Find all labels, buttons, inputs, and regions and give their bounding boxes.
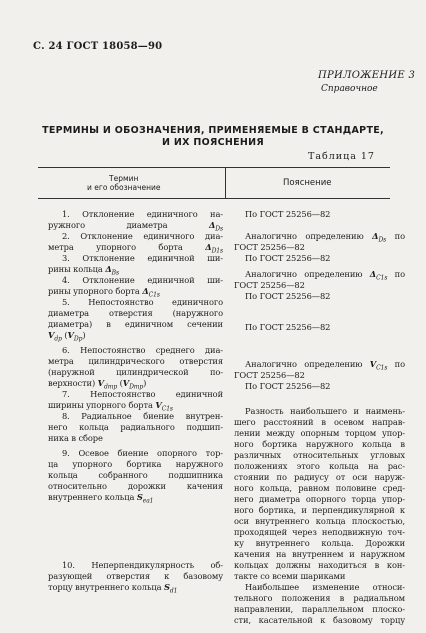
explanation-line: ного бортика, и перпендикулярной к — [234, 505, 405, 515]
explanation-line: шего расстояний в осевом направ- — [234, 417, 405, 427]
term-line: 5. Непостоянство единичного — [62, 297, 223, 307]
term-line: рины кольца $\Delta_{Bs}$ — [48, 264, 119, 277]
term-line: 8. Радиальное биение внутрен- — [62, 411, 223, 421]
term-line: метра цилиндрического отверстия — [48, 356, 223, 366]
explanation-line: По ГОСТ 25256—82 — [245, 322, 331, 332]
term-line: верхности) $V_{dmp}$ $(V_{Dmp})$ — [48, 378, 147, 391]
explanation-line: тельного положения в радиальном — [234, 593, 405, 603]
term-line: внутреннего кольца $S_{ea1}$ — [48, 492, 154, 505]
term-line: 2. Отклонение единичного диа- — [62, 231, 223, 241]
explanation-line: различных относительных угловых — [234, 450, 405, 460]
table-header-rule — [38, 198, 390, 199]
explanation-line: лении между опорным торцом упор- — [234, 428, 405, 438]
term-line: 4. Отклонение единичной ши- — [62, 275, 223, 285]
term-line: 6. Непостоянство среднего диа- — [62, 345, 223, 355]
explanation-line: Аналогично определению $\Delta_{C1s}$ по — [245, 269, 405, 282]
table-top-rule — [38, 167, 390, 168]
explanation-line: ГОСТ 25256—82 — [234, 242, 305, 252]
explanation-line: проходящей через неподвижную точ- — [234, 527, 405, 537]
term-line: (наружной цилиндрической по- — [48, 367, 223, 377]
explanation-line: По ГОСТ 25256—82 — [245, 209, 331, 219]
term-line: метра упорного борта $\Delta_{D1s}$ — [48, 242, 223, 255]
term-line: кольца собранного подшипника — [48, 470, 223, 480]
term-line: 10. Неперпендикулярность об- — [62, 560, 223, 570]
explanation-line: стоянии по радиусу от оси наруж- — [234, 472, 405, 482]
explanation-line: ного кольца, равном половине сред- — [234, 483, 405, 493]
explanation-line: кольцах должны находиться в кон- — [234, 560, 405, 570]
explanation-line: ГОСТ 25256—82 — [234, 280, 305, 290]
term-line: ширины упорного борта $V_{C1s}$ — [48, 400, 173, 413]
explanation-line: По ГОСТ 25256—82 — [245, 253, 331, 263]
document-title-line-1: ТЕРМИНЫ И ОБОЗНАЧЕНИЯ, ПРИМЕНЯЕМЫЕ В СТАНДАРТЕ, — [42, 125, 384, 136]
column-head-term-sub: и его обозначение — [87, 183, 161, 192]
page-header: С. 24 ГОСТ 18058—90 — [33, 41, 163, 52]
explanation-line: Аналогично определению $\Delta_{Ds}$ по — [245, 231, 405, 244]
term-line: $V_{dp}$ $(V_{Dp})$ — [48, 330, 86, 343]
explanation-line: ГОСТ 25256—82 — [234, 370, 305, 380]
explanation-line: ного бортика наружного кольца в — [234, 439, 405, 449]
explanation-line: По ГОСТ 25256—82 — [245, 381, 331, 391]
table-label: Таблица 17 — [308, 151, 375, 162]
term-line: 3. Отклонение единичной ши- — [62, 253, 223, 263]
term-line: ника в сборе — [48, 433, 103, 443]
term-line: рины упорного борта $\Delta_{C1s}$ — [48, 286, 160, 299]
term-line: диаметра отверстия (наружного — [48, 308, 223, 318]
explanation-line: оси внутреннего кольца плоскостью, — [234, 516, 405, 526]
explanation-line: Разность наибольшего и наимень- — [245, 406, 405, 416]
explanation-line: ку внутреннего кольца. Дорожки — [234, 538, 405, 548]
term-line: торцу внутреннего кольца $S_{d1}$ — [48, 582, 178, 595]
document-title-line-2: И ИХ ПОЯСНЕНИЯ — [161, 137, 264, 148]
term-line: 1. Отклонение единичного на- — [62, 209, 223, 219]
term-line: него кольца радиального подшип- — [48, 422, 223, 432]
explanation-line: такте со всеми шариками — [234, 571, 346, 581]
explanation-line: сти, касательной к базовому торцу — [234, 615, 405, 625]
term-line: 7. Непостоянство единичной — [62, 389, 223, 399]
term-line: ружного диаметра $\Delta_{Ds}$ — [48, 220, 223, 233]
appendix-title: ПРИЛОЖЕНИЕ 3 — [318, 70, 416, 81]
appendix-note: Справочное — [321, 84, 378, 94]
column-head-term: Термин — [109, 174, 139, 183]
explanation-line: положениях этого кольца на рас- — [234, 461, 405, 471]
explanation-line: По ГОСТ 25256—82 — [245, 291, 331, 301]
term-line: диаметра) в единичном сечении — [48, 319, 223, 329]
explanation-line: направлении, параллельном плоско- — [234, 604, 405, 614]
table-column-divider — [225, 167, 226, 198]
term-line: разующей отверстия к базовому — [48, 571, 223, 581]
term-line: 9. Осевое биение опорного тор- — [62, 448, 223, 458]
term-line: относительно дорожки качения — [48, 481, 223, 491]
explanation-line: Наибольшее изменение относи- — [245, 582, 405, 592]
explanation-line: него диаметра опорного торца упор- — [234, 494, 405, 504]
explanation-line: качения на внутреннем и наружном — [234, 549, 405, 559]
column-head-explanation: Пояснение — [283, 178, 332, 188]
term-line: ца упорного бортика наружного — [48, 459, 223, 469]
explanation-line: Аналогично определению $V_{C1s}$ по — [245, 359, 405, 372]
